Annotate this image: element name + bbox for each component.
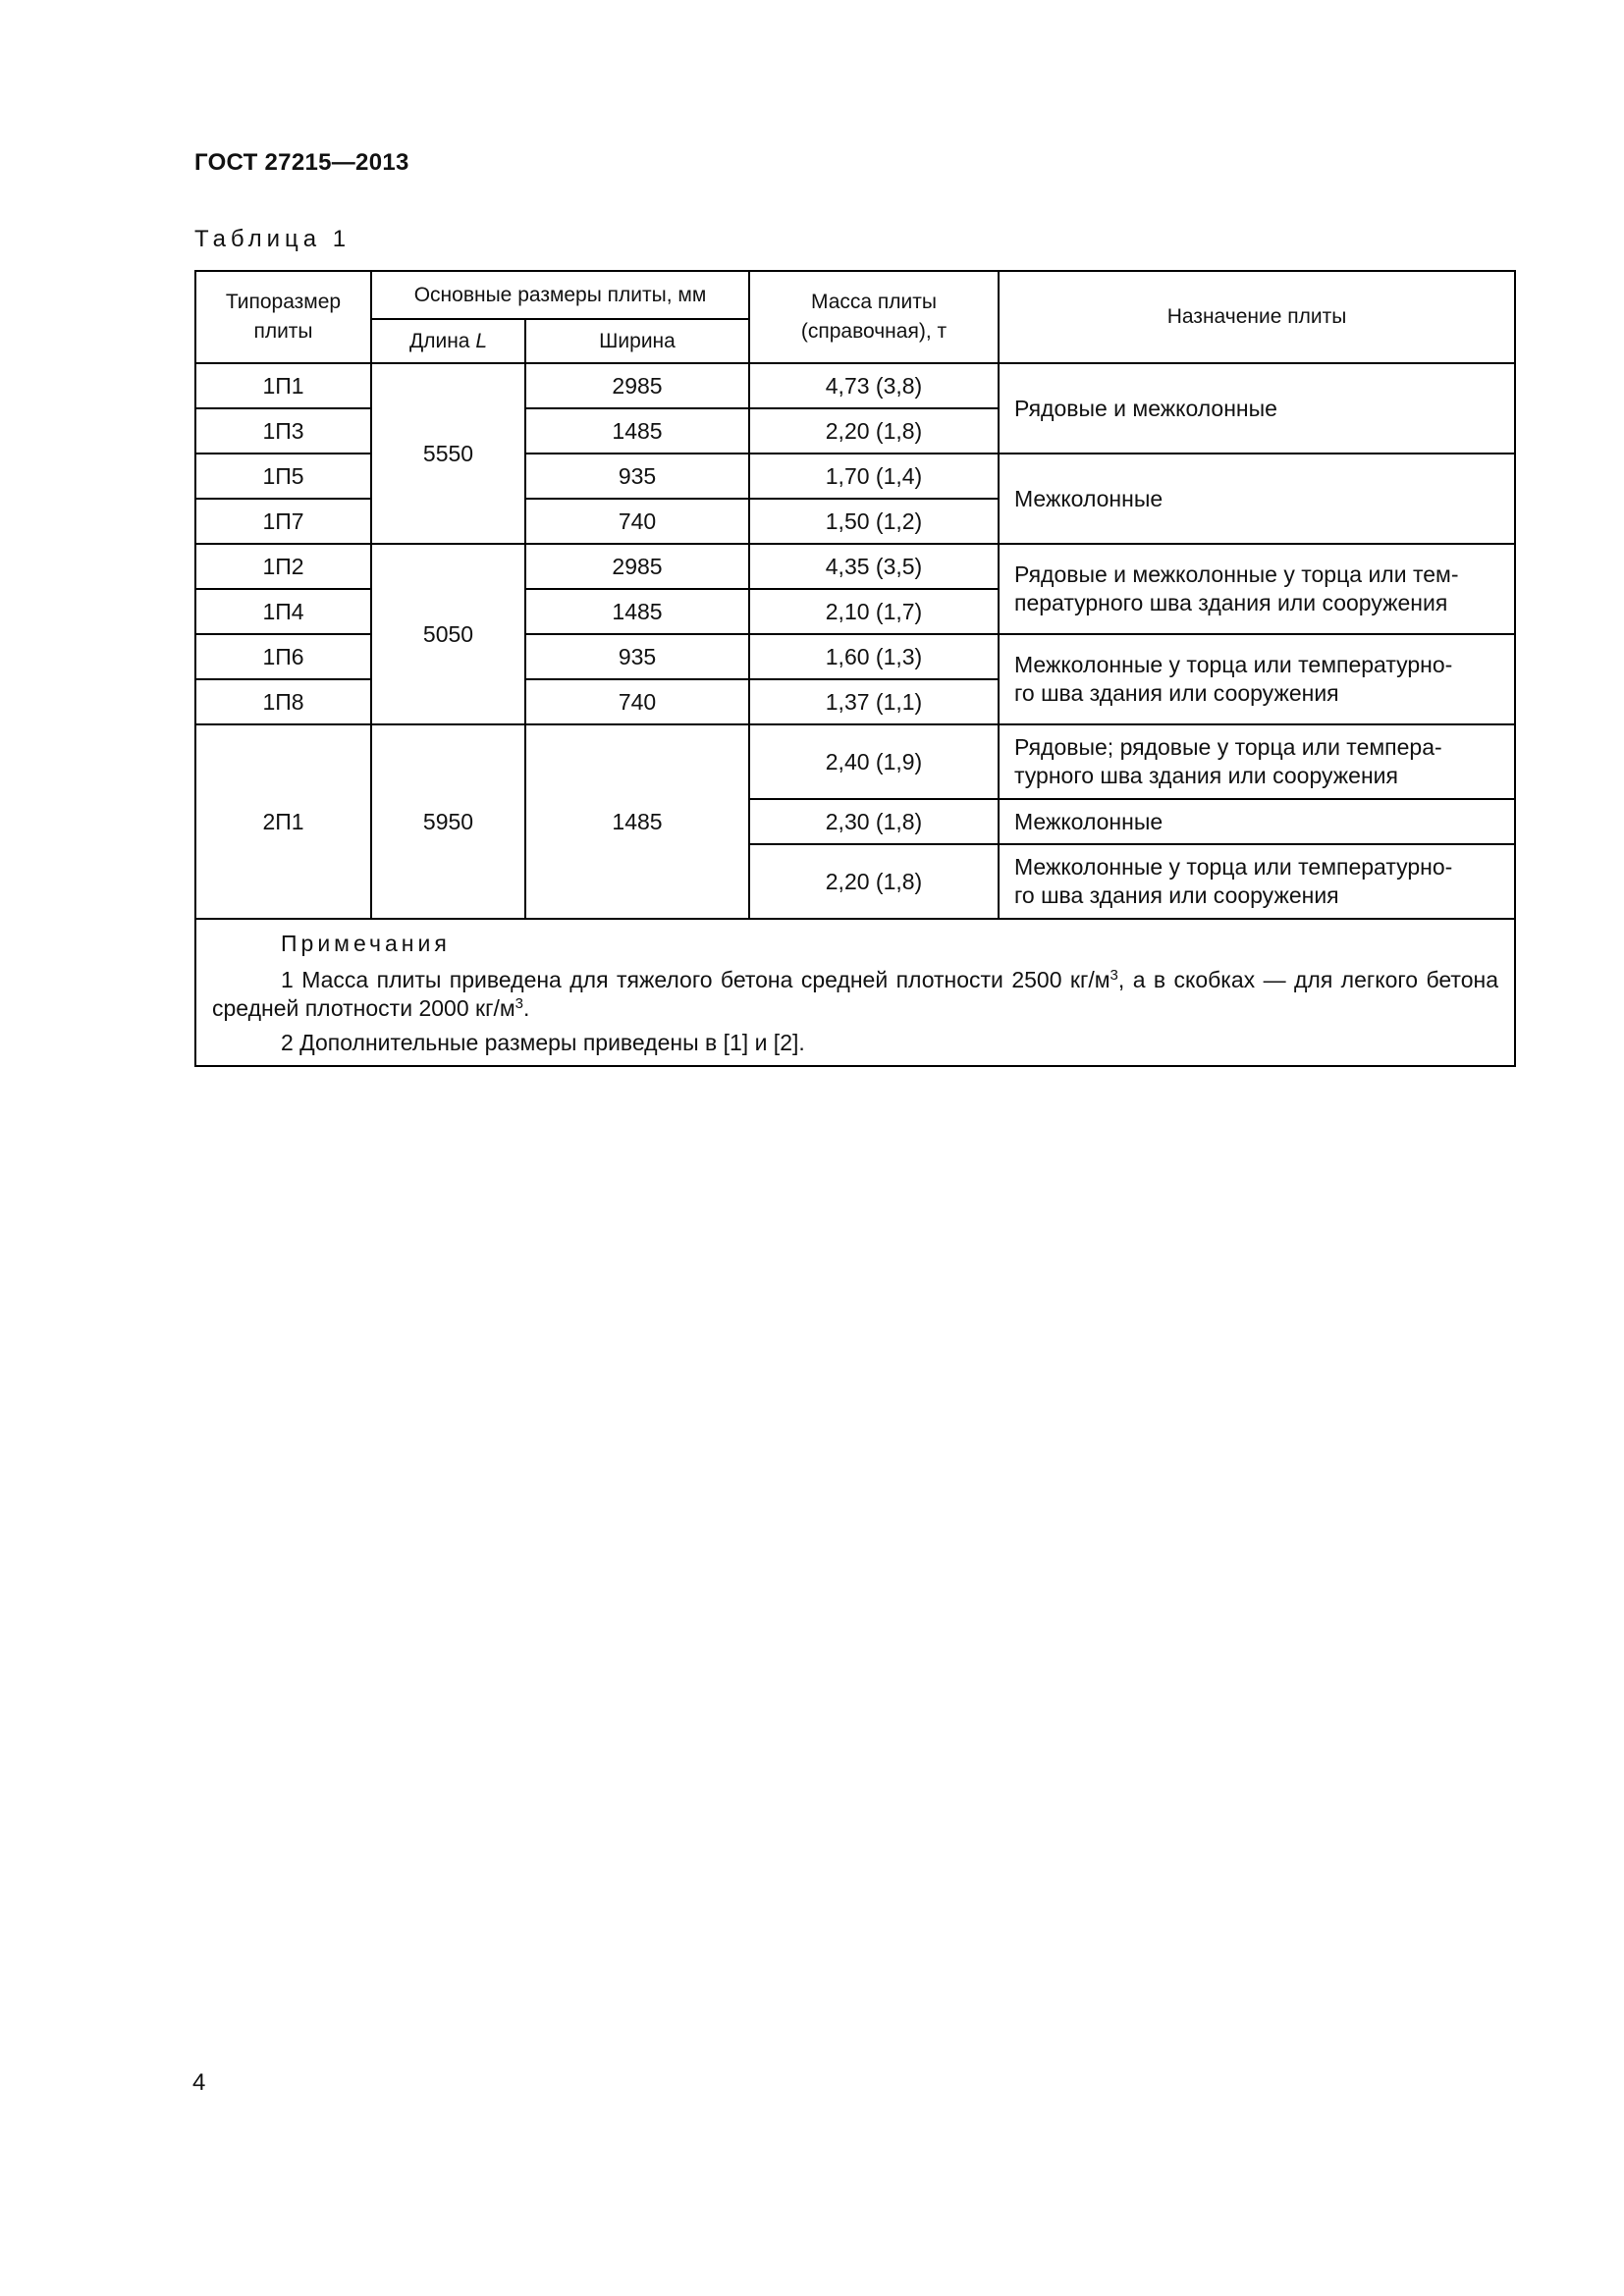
purpose-line: Рядовые; рядовые у торца или темпера- — [1014, 734, 1442, 760]
header-purpose: Назначение плиты — [999, 271, 1515, 363]
cell-type: 2П1 — [195, 724, 371, 919]
cell-width: 740 — [525, 679, 749, 724]
cell-length: 5050 — [371, 544, 525, 724]
cell-mass: 1,70 (1,4) — [749, 454, 999, 499]
notes-title: Примечания — [281, 931, 451, 956]
cell-purpose — [999, 454, 1515, 544]
cell-mass: 4,73 (3,8) — [749, 363, 999, 408]
purpose-line: го шва здания или сооружения — [1014, 882, 1339, 908]
cell-mass: 2,20 (1,8) — [749, 844, 999, 919]
cell-width: 935 — [525, 634, 749, 679]
purpose-line: Межколонные у торца или температурно- — [1014, 652, 1453, 677]
cell-type: 1П7 — [195, 499, 371, 544]
purpose-line: го шва здания или сооружения — [1014, 680, 1339, 706]
purpose-line: турного шва здания или сооружения — [1014, 763, 1398, 788]
cell-width: 740 — [525, 499, 749, 544]
note-1-text-c: . — [523, 995, 530, 1021]
note-1-text-a: 1 Масса плиты приведена для тяжелого бетона средней плотности 2500 кг/м — [281, 967, 1110, 992]
cell-length: 5550 — [371, 363, 525, 544]
cell-type: 1П3 — [195, 408, 371, 454]
cell-type: 1П5 — [195, 454, 371, 499]
cell-type: 1П1 — [195, 363, 371, 408]
cell-mass: 2,40 (1,9) — [749, 724, 999, 799]
cell-type: 1П6 — [195, 634, 371, 679]
header-mass-text: Масса плиты (справочная), т — [800, 291, 947, 343]
cell-purpose — [999, 363, 1515, 454]
header-length-symbol: L — [475, 329, 487, 352]
cell-width: 935 — [525, 454, 749, 499]
header-type: Типоразмер плиты — [195, 271, 371, 363]
notes-cell — [195, 919, 1515, 1066]
purpose-line: пературного шва здания или сооружения — [1014, 590, 1448, 615]
cell-width: 1485 — [525, 589, 749, 634]
table-caption: Таблица 1 — [194, 226, 352, 252]
purpose-line: Рядовые и межколонные — [1014, 395, 1277, 421]
cell-purpose — [999, 544, 1515, 634]
header-mass — [749, 271, 999, 363]
cell-purpose — [999, 724, 1515, 799]
table-row — [195, 363, 1515, 408]
note-2: 2 Дополнительные размеры приведены в [1] и [2]. — [281, 1030, 805, 1055]
header-length — [371, 319, 525, 363]
table-row — [195, 544, 1515, 589]
note-1 — [212, 966, 1498, 1023]
purpose-line: Рядовые и межколонные у торца или тем- — [1014, 561, 1459, 587]
cell-mass: 1,50 (1,2) — [749, 499, 999, 544]
cell-type: 1П2 — [195, 544, 371, 589]
cell-purpose — [999, 634, 1515, 724]
document-header: ГОСТ 27215—2013 — [194, 149, 409, 176]
cell-width: 1485 — [525, 724, 749, 919]
table-row — [195, 724, 1515, 799]
header-width: Ширина — [525, 319, 749, 363]
page-number: 4 — [192, 2069, 206, 2096]
notes-row — [195, 919, 1515, 1066]
cell-mass: 1,60 (1,3) — [749, 634, 999, 679]
cell-type: 1П8 — [195, 679, 371, 724]
superscript-3: 3 — [514, 995, 524, 1012]
cell-purpose — [999, 799, 1515, 844]
specification-table — [194, 270, 1516, 1067]
header-dimensions: Основные размеры плиты, мм — [371, 271, 749, 319]
cell-mass: 2,10 (1,7) — [749, 589, 999, 634]
cell-type: 1П4 — [195, 589, 371, 634]
cell-width: 2985 — [525, 363, 749, 408]
purpose-line: Межколонные — [1014, 808, 1164, 834]
purpose-line: Межколонные у торца или температурно- — [1014, 854, 1453, 880]
cell-width: 1485 — [525, 408, 749, 454]
note-1-text-b: , а в скобках — для легкого бетона средней плотности 2000 кг/м — [212, 967, 1498, 1021]
cell-mass: 1,37 (1,1) — [749, 679, 999, 724]
cell-mass: 2,30 (1,8) — [749, 799, 999, 844]
header-length-label: Длина — [408, 329, 476, 352]
cell-width: 2985 — [525, 544, 749, 589]
cell-purpose — [999, 844, 1515, 919]
cell-mass: 2,20 (1,8) — [749, 408, 999, 454]
cell-mass: 4,35 (3,5) — [749, 544, 999, 589]
cell-length: 5950 — [371, 724, 525, 919]
superscript-3: 3 — [1110, 967, 1118, 984]
purpose-line: Межколонные — [1014, 485, 1164, 511]
